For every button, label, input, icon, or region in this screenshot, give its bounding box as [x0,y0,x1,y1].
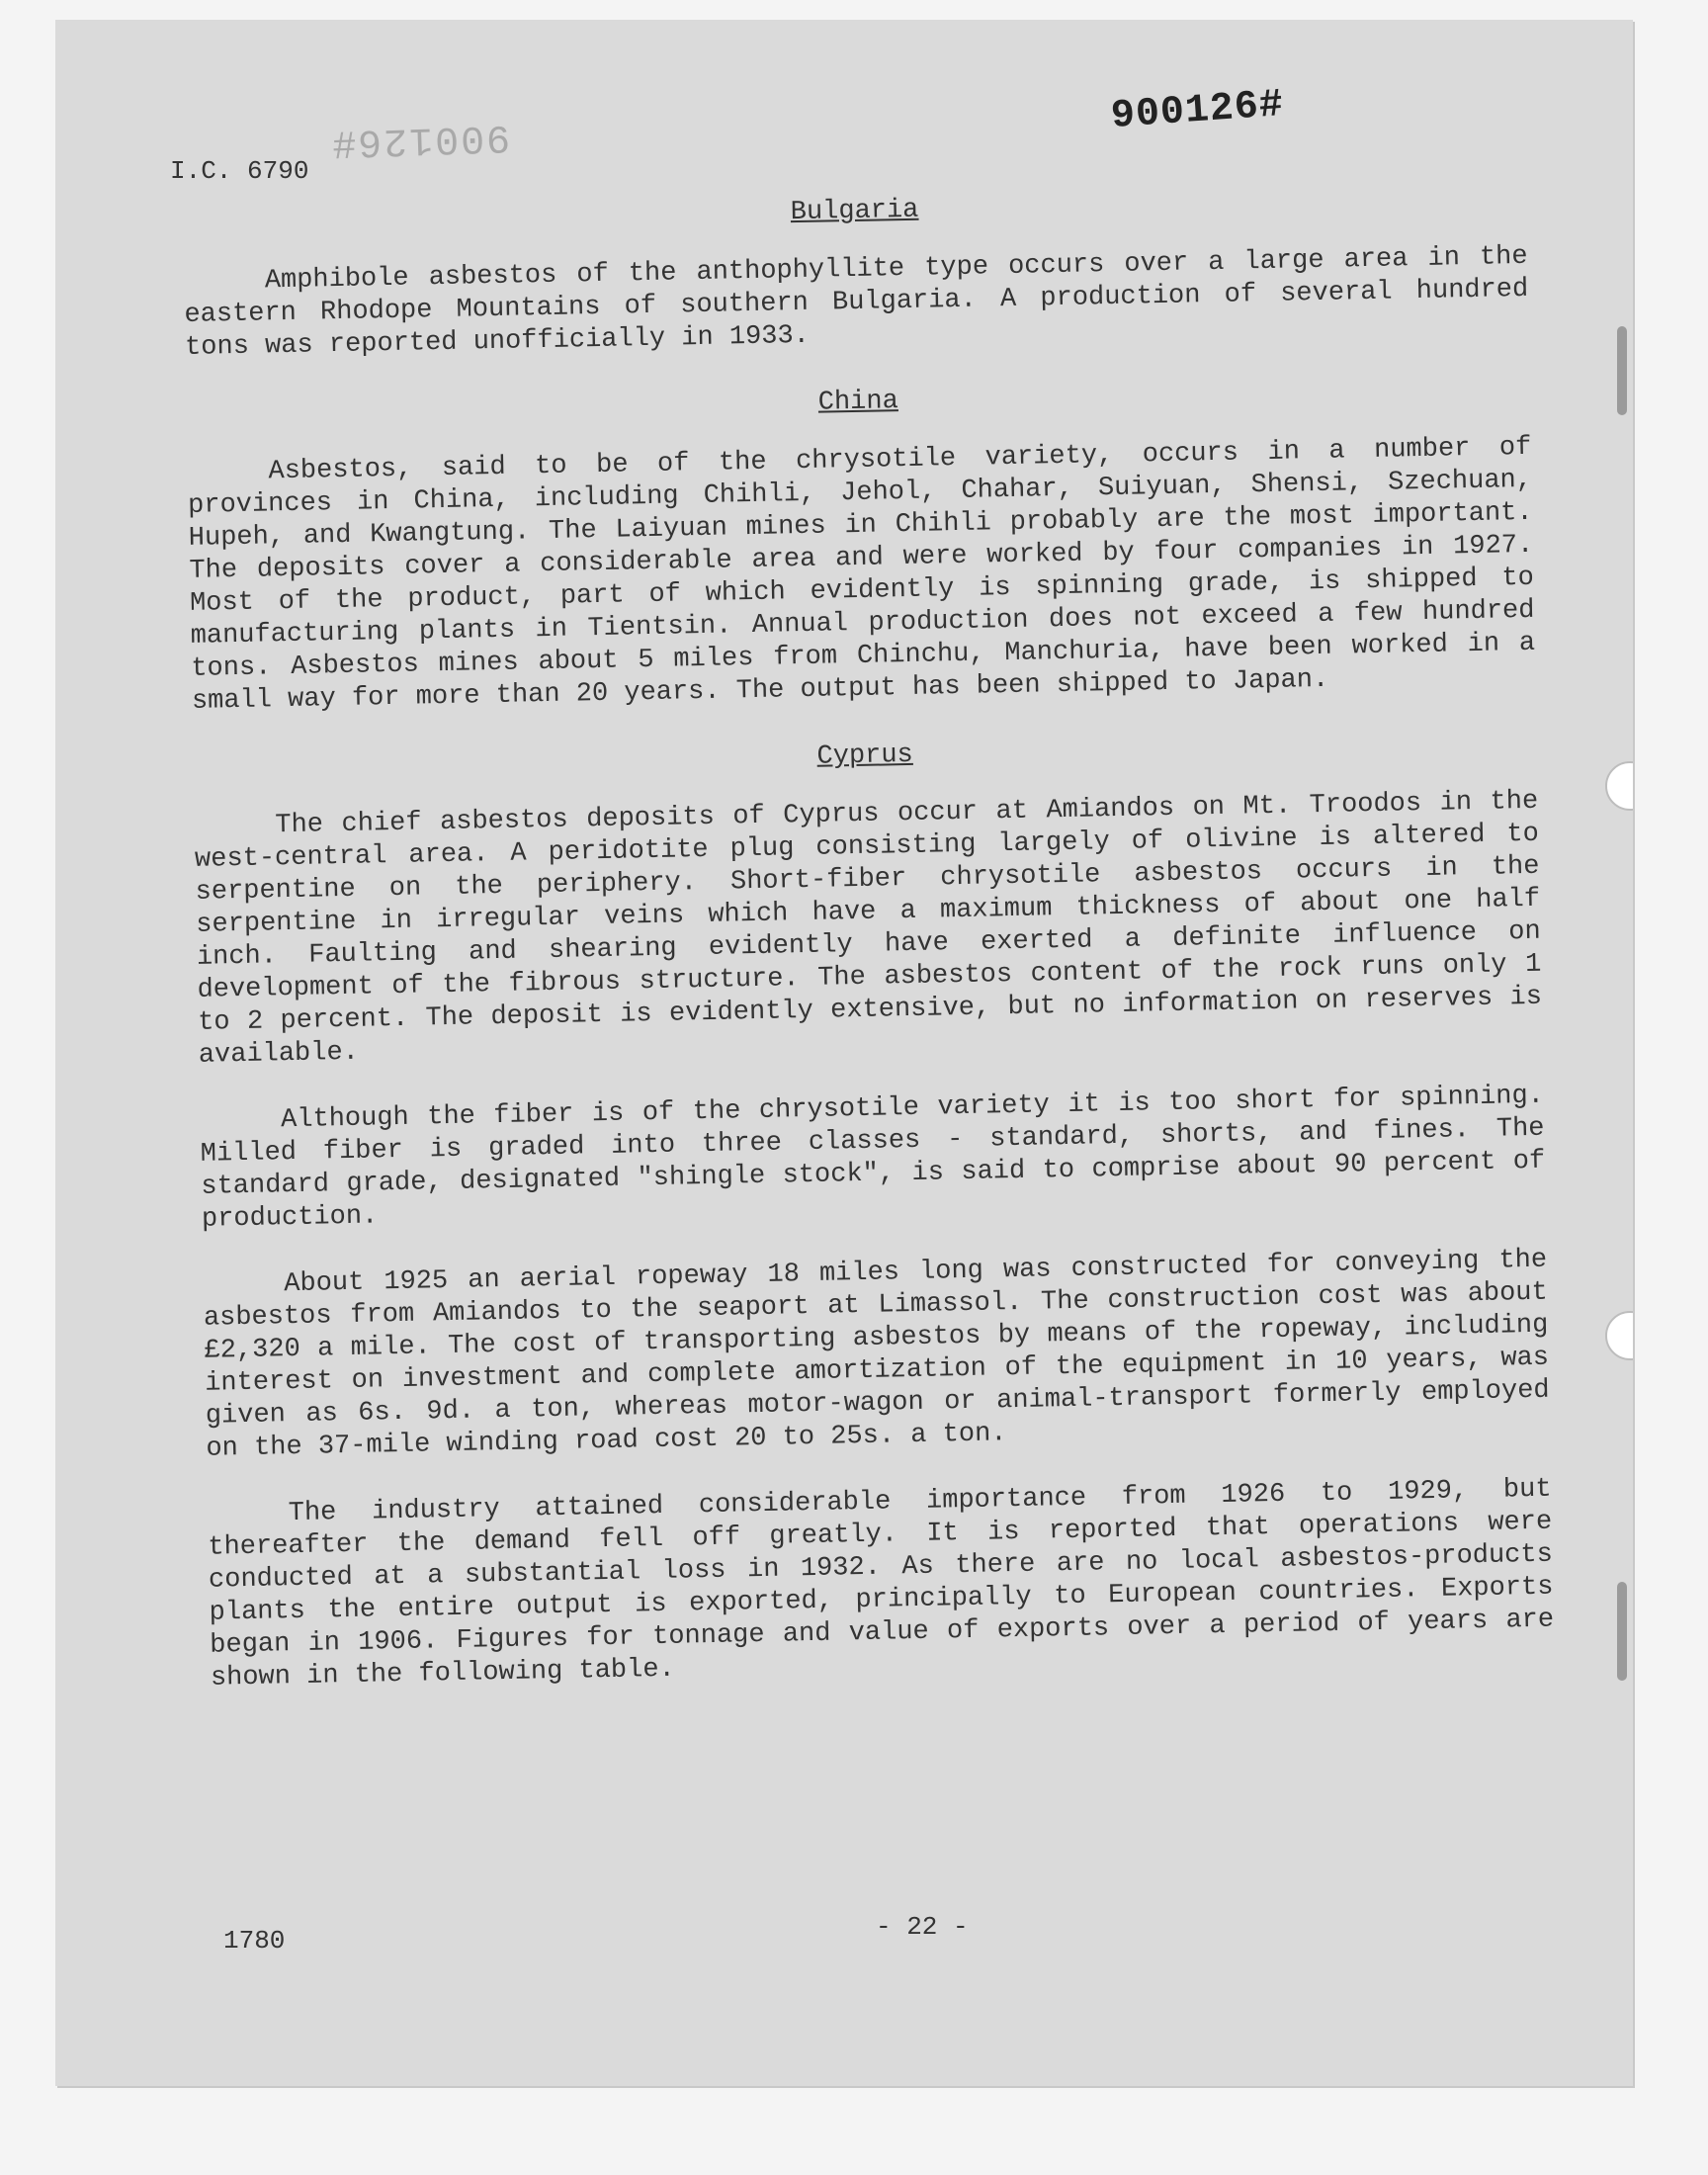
staple-mark [1617,326,1627,415]
document-stamp-number: 900126# [1109,82,1286,140]
section-cyprus [193,727,1555,1696]
punch-hole [1605,761,1633,811]
section-heading: Bulgaria [790,195,919,228]
paragraph: The industry attained considerable importance from 1926 to 1929, but thereafter the demand fell off greatly. It is reported that operations were conducted at a substantial loss in 1932. As there are no local asbestos-products plants the entire output is exported, principally to European countries. Exports began in 1906. Figures for tonnage and value of exports over a period of years are shown in the following table. [208,1474,1555,1694]
paragraph: About 1925 an aerial ropeway 18 miles long was constructed for conveying the asbestos from Amiandos to the seaport at Limassol. The construction cost was about £2,320 a mile. The cost of transporting asbestos by means of the ropeway, including interest on investment and complete amortization of the equipment in 10 years, was given as 6s. 9d. a ton, whereas motor-wagon or animal-transport formerly employed on the 37-mile winding road cost 20 to 25s. a ton. [203,1245,1550,1464]
footer-code: 1780 [223,1926,286,1956]
document-body [182,162,1556,1729]
section-china [186,373,1536,719]
paragraph: Asbestos, said to be of the chrysotile variety, occurs in a number of provinces in China, including Chihli, Jehol, Chahar, Suiyuan, Shensi, Szechuan, Hupeh, and Kwangtung. The Laiyuan mines in Chihli probably are the most important. The deposits cover a considerable area and were worked by four companies in 1927. Most of the product, part of which evidently is spinning grade, is shipped to manufacturing plants in Tientsin. Annual production does not exceed a few hundred tons. Asbestos mines about 5 miles from Chinchu, Manchuria, have been worked in a small way for more than 20 years. The output has been shipped to Japan. [187,432,1536,717]
section-heading: Cyprus [816,740,914,772]
paragraph: Although the fiber is of the chrysotile variety it is too short for spinning. Milled fiber is graded into three classes - standard, shorts, and fines. The standard grade, designated "shingle stock", is said to comprise about 90 percent of production. [200,1081,1546,1235]
section-heading: China [817,387,899,418]
page-number: - 22 - [876,1912,969,1942]
document-page [55,20,1633,2086]
staple-mark [1617,1582,1627,1681]
punch-hole [1605,1311,1633,1360]
section-bulgaria [182,182,1529,365]
stamp-bleedthrough: 900126# [329,113,511,165]
paragraph: The chief asbestos deposits of Cyprus occur at Amiandos on Mt. Troodos in the west-central area. A peridotite plug consisting largely of olivine is altered to serpentine on the periphery. Short-fiber chrysotile asbestos occurs in the serpentine in irregular veins which have a maximum thickness of about one half inch. Faulting and shearing evidently have exerted a definite influence on development of the fibrous structure. The asbestos content of the rock runs only 1 to 2 percent. The deposit is evidently extensive, but no information on reserves is available. [194,786,1543,1071]
document-id: I.C. 6790 [170,156,309,186]
paragraph: Amphibole asbestos of the anthophyllite type occurs over a large area in the eastern Rhodope Mountains of southern Bulgaria. A production of several hundred tons was reported unofficially in 1933. [184,241,1529,363]
